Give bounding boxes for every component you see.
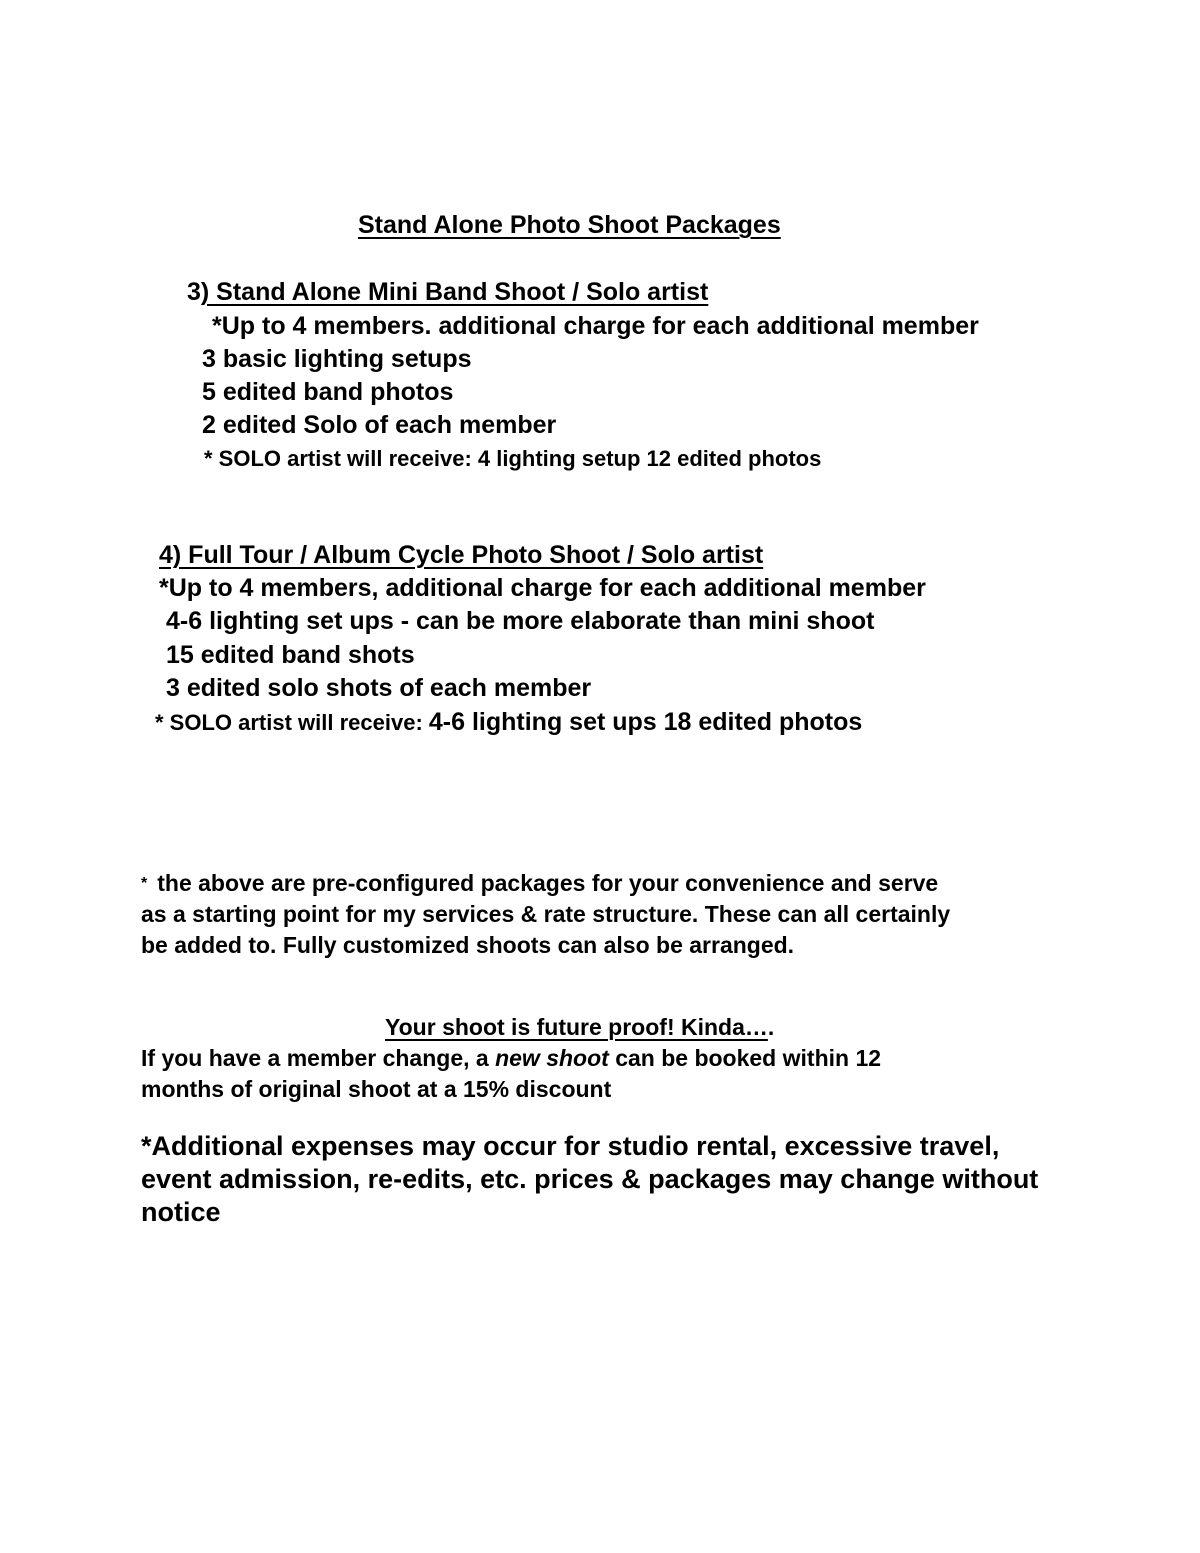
package-3-solo-artist: * SOLO artist will receive: 4 lighting setup 12 edited photos (204, 446, 822, 471)
package-3-members: *Up to 4 members. additional charge for each additional member (212, 312, 979, 340)
package-3-band-photos: 5 edited band photos (202, 378, 454, 406)
note-line-1 (141, 872, 938, 895)
package-4-solo-shots: 3 edited solo shots of each member (166, 674, 592, 702)
future-proof-emphasis: new shoot (495, 1045, 609, 1071)
package-4-solo-artist-detail: 4-6 lighting set ups 18 edited photos (428, 708, 863, 736)
package-4-lighting: 4-6 lighting set ups - can be more elaborate than mini shoot (166, 607, 875, 635)
note-text-1: the above are pre-configured packages for your convenience and serve (157, 870, 939, 896)
future-proof-heading-end: . (767, 1014, 775, 1040)
expenses-line-3: notice (141, 1197, 221, 1227)
package-3-solo-photos: 2 edited Solo of each member (202, 411, 557, 439)
package-3-number: 3 (187, 278, 201, 306)
expenses-line-1: *Additional expenses may occur for studio rental, excessive travel, (141, 1131, 1000, 1161)
note-line-3: be added to. Fully customized shoots can also be arranged. (141, 932, 795, 958)
package-4-heading: 4) Full Tour / Album Cycle Photo Shoot / Solo artist (159, 541, 764, 569)
future-proof-line-1 (141, 1047, 881, 1070)
package-4-solo-artist (155, 710, 862, 735)
note-star: * (141, 875, 148, 892)
package-4-solo-artist-lead: * SOLO artist will receive: (155, 710, 429, 735)
package-4-members: *Up to 4 members, additional charge for each additional member (159, 574, 926, 602)
expenses-line-2: event admission, re-edits, etc. prices & packages may change without (141, 1164, 1039, 1194)
note-line-2: as a starting point for my services & rate structure. These can all certainly (141, 901, 951, 927)
package-3-lighting: 3 basic lighting setups (202, 345, 472, 373)
package-3-heading-text: ) Stand Alone Mini Band Shoot / Solo artist (200, 278, 709, 306)
future-proof-text-b: can be booked within 12 (608, 1045, 882, 1071)
package-4-band-shots: 15 edited band shots (166, 641, 415, 669)
future-proof-line-2: months of original shoot at a 15% discount (141, 1076, 612, 1102)
future-proof-heading (385, 1016, 774, 1039)
future-proof-text-a: If you have a member change, a (141, 1045, 496, 1071)
future-proof-heading-text: Your shoot is future proof! Kinda… (385, 1014, 768, 1040)
package-3-heading (187, 280, 708, 305)
page-title: Stand Alone Photo Shoot Packages (358, 211, 781, 239)
